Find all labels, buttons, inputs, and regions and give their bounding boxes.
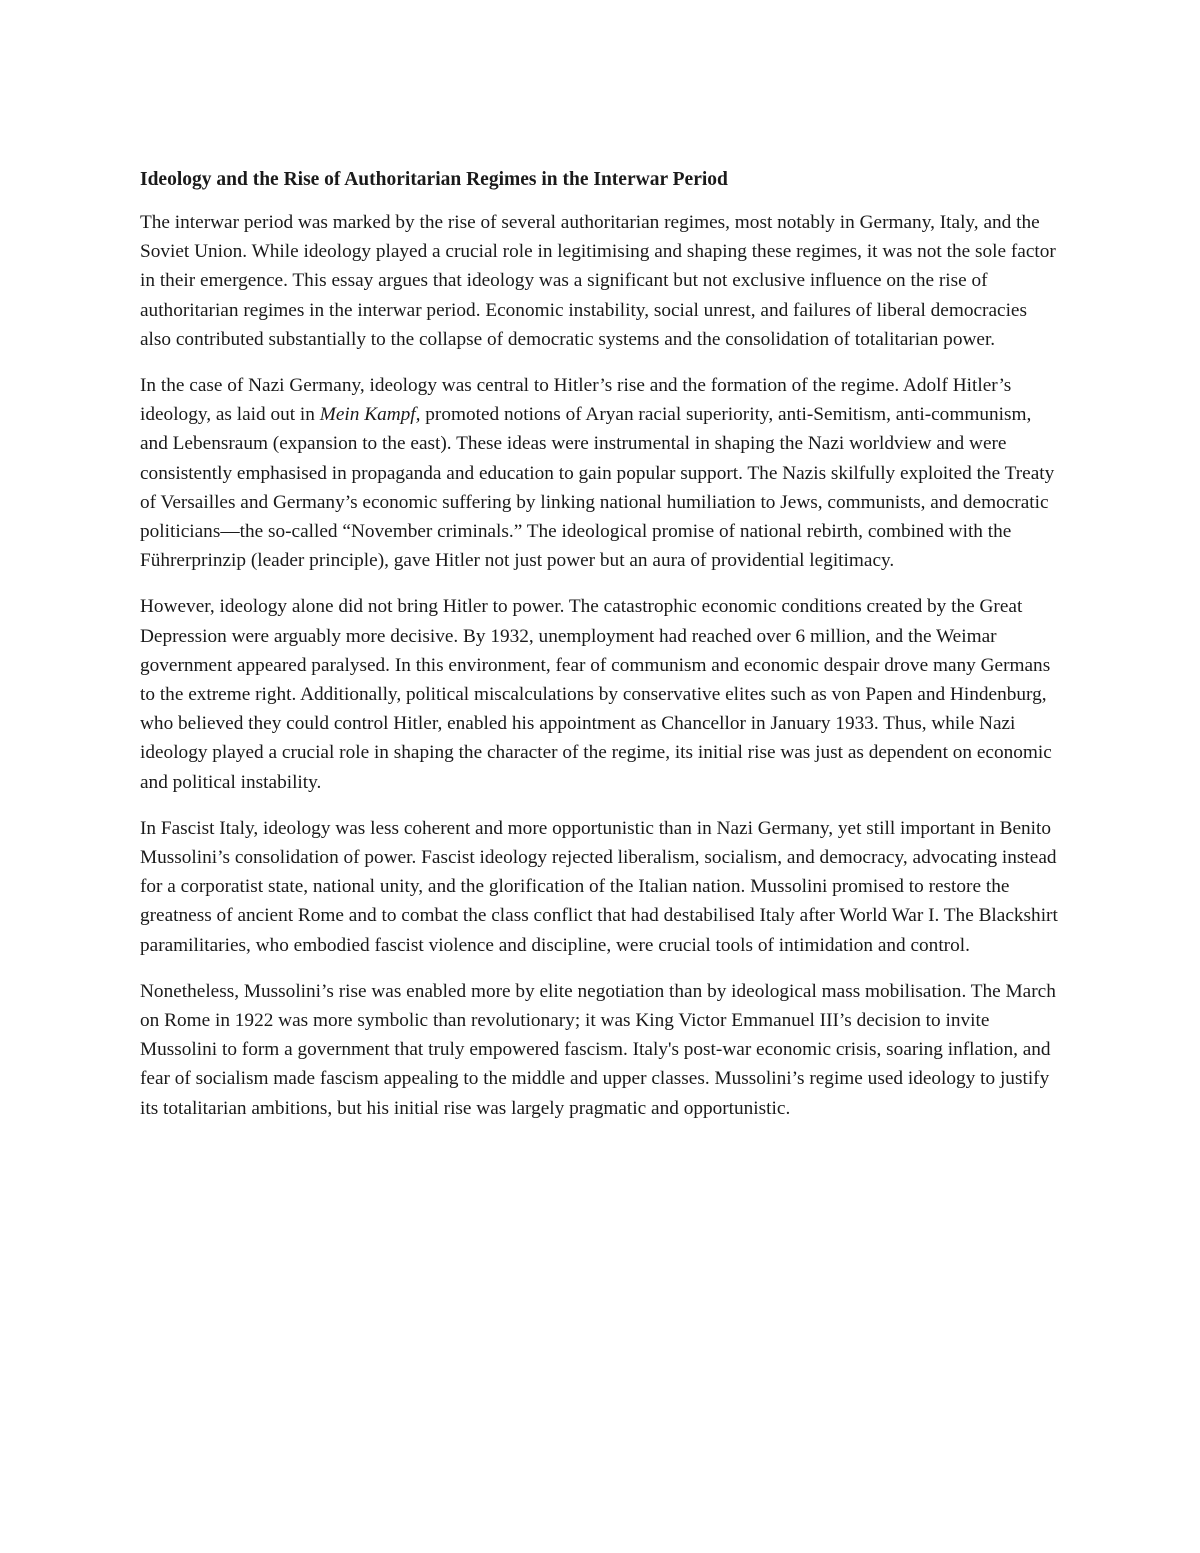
paragraph-text-before: In the case of Nazi Germany, ideology was central to Hitler’s rise and the formation of the regime. Adolf Hitler’s ideology, as laid out in xyxy=(140,375,1012,426)
document-title: Ideology and the Rise of Authoritarian Regimes in the Interwar Period xyxy=(140,169,728,190)
paragraph-nazi-ideology xyxy=(140,371,1060,575)
paragraph-mussolini-rise: Nonetheless, Mussolini’s rise was enabled more by elite negotiation than by ideological mass mobilisation. The March on Rome in 1922 was more symbolic than revolutionary; it was King Victor Emmanuel III’s decision to invite Mussolini to form a government that truly empowered fascism. Italy's post-war economic crisis, soaring inflation, and fear of socialism made fascism appealing to the middle and upper classes. Mussolini’s regime used ideology to justify its totalitarian ambitions, but his initial rise was largely pragmatic and opportunistic. xyxy=(140,980,1056,1119)
paragraph-text-after: promoted notions of Aryan racial superiority, anti-Semitism, anti-communism, and Lebensraum (expansion to the east). These ideas were instrumental in shaping the Nazi worldview and were consistently emphasised in propaganda and education to gain popular support. The Nazis skilfully exploited the Treaty of Versailles and Germany’s economic suffering by linking national humiliation to Jews, communists, and democratic politicians—the so-called “November criminals.” The ideological promise of national rebirth, combined with the Führerprinzip (leader principle), gave Hitler not just power but an aura of providential legitimacy. xyxy=(140,404,1055,572)
document-body xyxy=(140,165,1060,1140)
book-title-mein-kampf: Mein Kampf, xyxy=(319,404,421,426)
paragraph-nazi-economics: However, ideology alone did not bring Hitler to power. The catastrophic economic conditions created by the Great Depression were arguably more decisive. By 1932, unemployment had reached over 6 million, and the Weimar government appeared paralysed. In this environment, fear of communism and economic despair drove many Germans to the extreme right. Additionally, political miscalculations by conservative elites such as von Papen and Hindenburg, who believed they could control Hitler, enabled his appointment as Chancellor in January 1933. Thus, while Nazi ideology played a crucial role in shaping the character of the regime, its initial rise was just as dependent on economic and political instability. xyxy=(140,596,1052,793)
paragraph-introduction: The interwar period was marked by the rise of several authoritarian regimes, most notably in Germany, Italy, and the Soviet Union. While ideology played a crucial role in legitimising and shaping these regimes, it was not the sole factor in their emergence. This essay argues that ideology was a significant but not exclusive influence on the rise of authoritarian regimes in the interwar period. Economic instability, social unrest, and failures of liberal democracies also contributed substantially to the collapse of democratic systems and the consolidation of totalitarian power. xyxy=(140,212,1056,350)
paragraph-fascist-italy: In Fascist Italy, ideology was less coherent and more opportunistic than in Nazi Germany, yet still important in Benito Mussolini’s consolidation of power. Fascist ideology rejected liberalism, socialism, and democracy, advocating instead for a corporatist state, national unity, and the glorification of the Italian nation. Mussolini promised to restore the greatness of ancient Rome and to combat the class conflict that had destabilised Italy after World War I. The Blackshirt paramilitaries, who embodied fascist violence and discipline, were crucial tools of intimidation and control. xyxy=(140,817,1058,956)
